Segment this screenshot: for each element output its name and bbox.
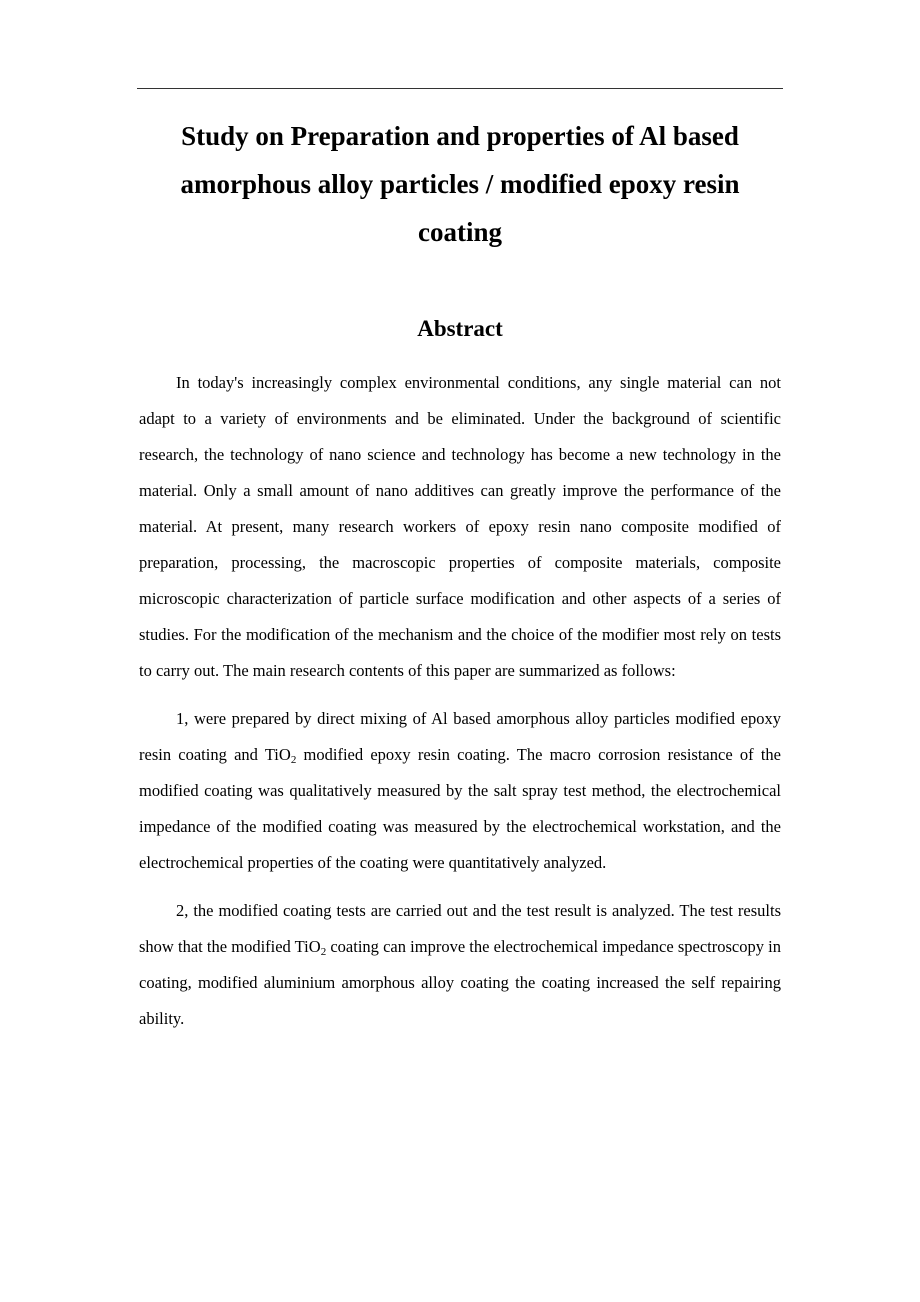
paragraph-2-text-a: 1, were prepared by direct mixing of Al based amorphous alloy particles modified epoxy resin coating and TiO (139, 709, 781, 764)
abstract-paragraph-2 (139, 701, 781, 881)
abstract-heading: Abstract (417, 316, 503, 341)
header-rule (137, 88, 783, 89)
subscript-2: 2 (290, 754, 297, 766)
paragraph-3-text-a: 2, the modified coating tests are carried out and the test result is analyzed. The test results show that the modified TiO (139, 901, 781, 956)
abstract-body (139, 365, 781, 1049)
abstract-paragraph-1: In today's increasingly complex environmental conditions, any single material can not adapt to a variety of environments and be eliminated. Under the background of scientific research, the technology of nano science and technology has become a new technology in the material. Only a small amount of nano additives can greatly improve the performance of the material. At present, many research workers of epoxy resin nano composite modified of preparation, processing, the macroscopic properties of composite materials, composite microscopic characterization of particle surface modification and other aspects of a series of studies. For the modification of the mechanism and the choice of the modifier most rely on tests to carry out. The main research contents of this paper are summarized as follows: (139, 373, 781, 680)
paragraph-2-text-b: modified epoxy resin coating. The macro corrosion resistance of the modified coating was qualitatively measured by the salt spray test method, the electrochemical impedance of the modified coating was measured by the electrochemical workstation, and the electrochemical properties of the coating were quantitatively analyzed. (139, 745, 781, 872)
abstract-paragraph-3 (139, 893, 781, 1037)
paper-title: Study on Preparation and properties of Al based amorphous alloy particles / modified epoxy resin coating (180, 121, 740, 247)
subscript-3: 2 (320, 946, 327, 958)
paragraph-3-text-b: coating can improve the electrochemical impedance spectroscopy in coating, modified aluminium amorphous alloy coating the coating increased the self repairing ability. (139, 937, 781, 1028)
